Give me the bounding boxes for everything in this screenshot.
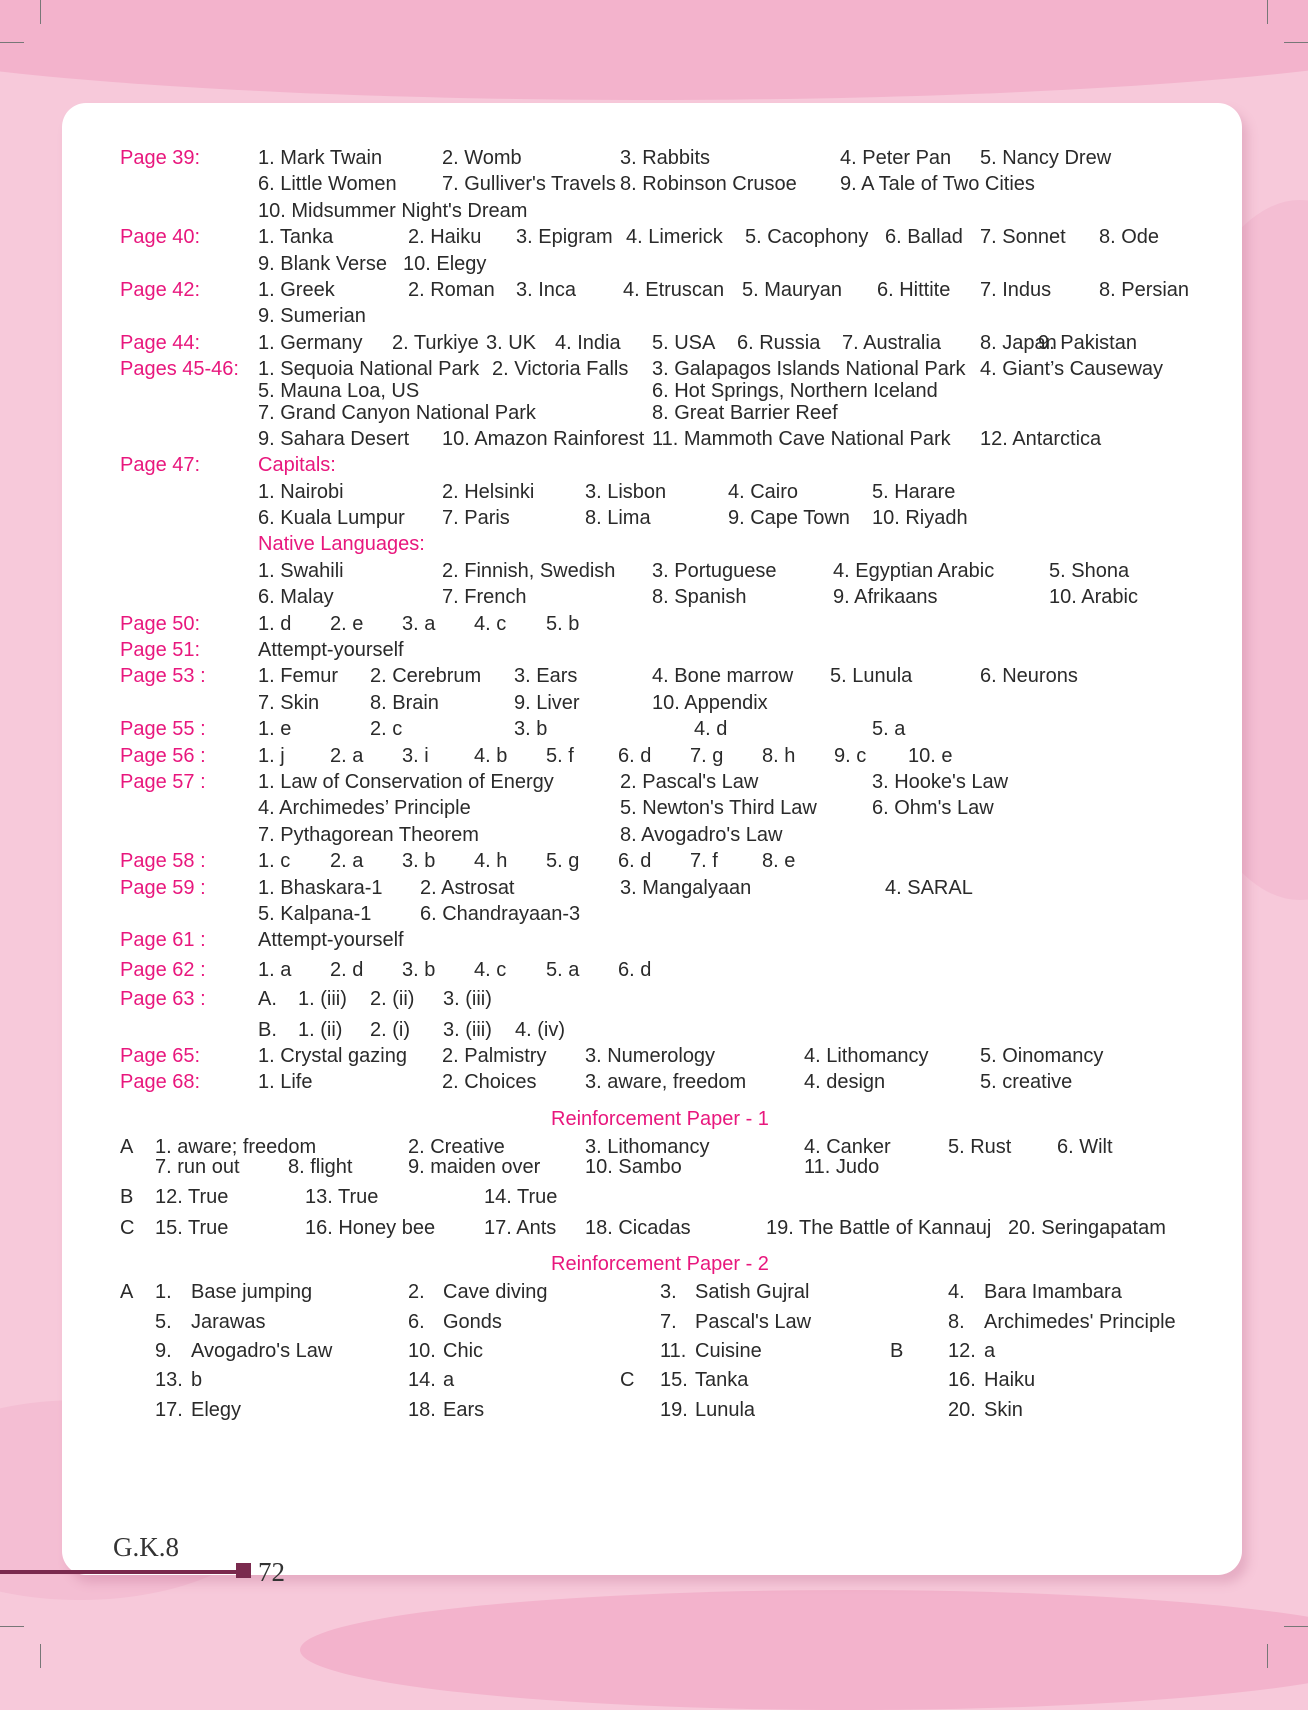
- answer-item: 5. a: [546, 958, 580, 981]
- answer-item: 6. d: [618, 850, 652, 873]
- answer-item: 6. Chandrayaan-3: [420, 902, 581, 925]
- answer-item: 4. Etruscan: [623, 278, 725, 301]
- answer-item: 3. Galapagos Islands National Park: [652, 358, 966, 381]
- answer-item: 2. Choices: [442, 1071, 537, 1094]
- answer-item: 7. Pythagorean Theorem: [258, 823, 479, 846]
- answer-item: 2. Palmistry: [442, 1044, 547, 1067]
- paper-item: 6. Wilt: [1057, 1135, 1113, 1158]
- answer-item: 5. Lunula: [830, 665, 913, 688]
- answer-item: 3. Numerology: [585, 1044, 716, 1067]
- answer-item: 9. Cape Town: [728, 507, 850, 530]
- section-label: Page 51:: [120, 639, 201, 662]
- answer-item: 9. A Tale of Two Cities: [840, 173, 1035, 196]
- section-label: Page 39:: [120, 147, 201, 169]
- answer-item: 3. (iii): [443, 988, 492, 1011]
- answer-item: 1. e: [258, 718, 292, 741]
- paper-item: 1.: [155, 1281, 172, 1304]
- answer-item: 2. (i): [370, 1018, 410, 1041]
- answer-line: [120, 171, 1200, 197]
- answer-item: 7. Grand Canyon National Park: [258, 401, 536, 424]
- section-label: Page 68:: [120, 1071, 201, 1094]
- answer-item: 3. i: [402, 744, 429, 767]
- crop-mark: [40, 0, 41, 24]
- paper-line: [120, 1184, 1200, 1210]
- answer-item: 8. Brain: [370, 691, 439, 714]
- paper-item: 1. aware; freedom: [155, 1135, 317, 1158]
- answer-line: [120, 400, 1200, 426]
- answer-line: [120, 303, 1200, 329]
- paper-line: [120, 1367, 1200, 1393]
- answer-item: 4. b: [474, 744, 508, 767]
- paper-item: Chic: [443, 1340, 484, 1363]
- answer-item: 2. (ii): [370, 988, 415, 1011]
- answer-line: [120, 1069, 1200, 1095]
- paper-item: 12.: [948, 1340, 976, 1363]
- answer-item: 6. Hittite: [877, 278, 951, 301]
- section-label: Page 56 :: [120, 744, 206, 767]
- paper-item: 18. Cicadas: [585, 1216, 691, 1239]
- paper-item: 19. The Battle of Kannauj: [766, 1216, 992, 1239]
- paper-line: [120, 1309, 1200, 1335]
- section-label: Page 40:: [120, 226, 201, 249]
- answer-item: 4. h: [474, 850, 508, 873]
- answer-item: 3. a: [402, 612, 436, 635]
- answer-item: Attempt-yourself: [258, 639, 404, 662]
- answer-item: 1. j: [258, 744, 285, 767]
- answer-item: 8. Spanish: [652, 586, 747, 609]
- answer-item: B.: [258, 1018, 277, 1041]
- answer-line: [120, 277, 1200, 303]
- paper-item: Haiku: [984, 1369, 1036, 1392]
- answer-line: [120, 957, 1200, 983]
- paper-item: 16.: [948, 1369, 976, 1392]
- answer-item: 5. Mauna Loa, US: [258, 379, 420, 402]
- answer-item: 10. Arabic: [1049, 586, 1138, 609]
- answer-line: [120, 637, 1200, 663]
- answer-item: 3. Rabbits: [620, 147, 711, 169]
- answer-item: 2. a: [330, 744, 364, 767]
- answer-item: 5. Oinomancy: [980, 1044, 1104, 1067]
- answer-item: 1. Life: [258, 1071, 313, 1094]
- paper-item: 3. Lithomancy: [585, 1135, 710, 1158]
- answer-item: 3. b: [402, 850, 436, 873]
- answer-item: 3. aware, freedom: [585, 1071, 747, 1094]
- answer-item: 4. Giant’s Causeway: [980, 358, 1164, 381]
- answer-item: 2. Finnish, Swedish: [442, 559, 616, 582]
- paper-item: 4.: [948, 1281, 965, 1304]
- answer-item: 9. c: [834, 744, 867, 767]
- answer-item: 8. Great Barrier Reef: [652, 401, 838, 424]
- answer-item: 1. Crystal gazing: [258, 1044, 407, 1067]
- answer-item: 8. Robinson Crusoe: [620, 173, 797, 196]
- answer-item: 8. Avogadro's Law: [620, 823, 783, 846]
- answer-item: 6. Hot Springs, Northern Iceland: [652, 379, 938, 402]
- paper-item: Base jumping: [191, 1281, 313, 1304]
- section-label: Page 57 :: [120, 770, 206, 793]
- background-wave: [300, 1590, 1308, 1710]
- answer-line: [120, 822, 1200, 848]
- answer-item: 9. Afrikaans: [833, 586, 938, 609]
- answer-item: 6. Russia: [737, 331, 821, 354]
- paper-item: 2. Creative: [408, 1135, 505, 1158]
- paper-item: 17.: [155, 1398, 183, 1421]
- answer-line: [120, 875, 1200, 901]
- footer-rule: [0, 1570, 238, 1574]
- answer-item: 7. French: [442, 586, 527, 609]
- reinforcement-paper-1-title: Reinforcement Paper - 1: [551, 1107, 769, 1130]
- answer-item: 1. Bhaskara-1: [258, 876, 383, 899]
- answer-item: 6. Malay: [258, 586, 334, 609]
- answer-item: 5. Shona: [1049, 559, 1130, 582]
- answer-item: 2. d: [330, 958, 364, 981]
- answer-item: A.: [258, 988, 277, 1011]
- answer-item: 4. Lithomancy: [804, 1044, 929, 1067]
- answer-item: 7. f: [690, 850, 718, 873]
- paper-item: A: [120, 1281, 134, 1304]
- answer-item: 1. Law of Conservation of Energy: [258, 770, 554, 793]
- paper-item: 4. Canker: [804, 1135, 891, 1158]
- answer-line: [120, 479, 1200, 505]
- answer-item: 5. Newton's Third Law: [620, 797, 817, 820]
- answer-item: 2. Haiku: [408, 226, 482, 249]
- answer-item: 4. Archimedes’ Principle: [258, 797, 471, 820]
- crop-mark: [1267, 0, 1268, 24]
- answer-item: 1. (ii): [298, 1018, 343, 1041]
- answer-line: [120, 145, 1200, 171]
- answer-item: 1. Mark Twain: [258, 147, 383, 169]
- answer-item: 6. Kuala Lumpur: [258, 507, 405, 530]
- paper-item: 14.: [408, 1369, 436, 1392]
- answer-line: [120, 426, 1200, 452]
- answer-item: 2. Roman: [408, 278, 495, 301]
- paper-item: 10. Sambo: [585, 1156, 682, 1179]
- paper-item: Skin: [984, 1398, 1023, 1421]
- paper-item: 11.: [660, 1340, 687, 1363]
- paper-item: 12. True: [155, 1186, 229, 1209]
- answer-item: 4. (iv): [515, 1018, 565, 1041]
- answer-section-heading: [120, 531, 1200, 557]
- answer-item: 3. Epigram: [516, 226, 613, 249]
- section-label: Page 63 :: [120, 988, 206, 1011]
- reinforcement-paper-2-title: Reinforcement Paper - 2: [551, 1253, 769, 1276]
- answer-line: [120, 795, 1200, 821]
- answer-item: 5. Cacophony: [745, 226, 869, 249]
- answer-item: 10. Amazon Rainforest: [442, 427, 645, 450]
- answer-item: 3. UK: [486, 331, 537, 354]
- answer-item: 1. Tanka: [258, 226, 334, 249]
- answer-item: 7. g: [690, 744, 724, 767]
- crop-mark: [40, 1644, 41, 1668]
- answer-item: 5. g: [546, 850, 580, 873]
- answer-line: [120, 716, 1200, 742]
- answer-item: 1. Germany: [258, 331, 363, 354]
- answer-item: 5. Kalpana-1: [258, 902, 372, 925]
- paper-item: Avogadro's Law: [191, 1340, 333, 1363]
- answer-item: 10. Appendix: [652, 691, 768, 714]
- paper-line: [120, 1279, 1200, 1305]
- subsection-heading: Native Languages:: [258, 533, 425, 556]
- answer-item: 3. (iii): [443, 1018, 492, 1041]
- paper-item: 6.: [408, 1310, 425, 1333]
- answer-item: 6. d: [618, 958, 652, 981]
- crop-mark: [1284, 1626, 1308, 1627]
- answer-item: 2. e: [330, 612, 364, 635]
- answer-line: [120, 611, 1200, 637]
- paper-item: 14. True: [484, 1186, 558, 1209]
- answer-item: 1. (iii): [298, 988, 347, 1011]
- crop-mark: [1284, 42, 1308, 43]
- paper-item: 15.: [660, 1369, 688, 1392]
- answer-item: 5. a: [872, 718, 906, 741]
- paper-item: 9.: [155, 1340, 172, 1363]
- answer-item: 2. a: [330, 850, 364, 873]
- paper-item: Ears: [443, 1398, 485, 1421]
- paper-item: B: [120, 1186, 134, 1209]
- answer-item: 8. e: [762, 850, 796, 873]
- paper-item: C: [620, 1369, 635, 1392]
- section-label: Page 53 :: [120, 665, 206, 688]
- paper-item: 20. Seringapatam: [1008, 1216, 1166, 1239]
- paper-item: a: [984, 1340, 996, 1363]
- answer-item: 1. Nairobi: [258, 480, 344, 503]
- answer-item: 5. f: [546, 744, 574, 767]
- paper-item: 7. run out: [155, 1156, 240, 1179]
- answer-item: 2. Victoria Falls: [492, 358, 629, 381]
- answer-key: [120, 145, 1200, 1423]
- section-label: Page 65:: [120, 1044, 201, 1067]
- answer-item: 6. d: [618, 744, 652, 767]
- subsection-heading: Capitals:: [258, 454, 336, 477]
- paper-item: 13. True: [305, 1186, 379, 1209]
- answer-item: 8. Ode: [1099, 226, 1160, 249]
- crop-mark: [1267, 1644, 1268, 1668]
- answer-item: 8. Japan: [980, 331, 1057, 354]
- answer-item: 9. Sumerian: [258, 305, 366, 328]
- answer-item: 6. Ballad: [885, 226, 963, 249]
- answer-item: 5. Harare: [872, 480, 956, 503]
- answer-item: 3. Hooke's Law: [872, 770, 1009, 793]
- answer-item: 10. e: [908, 744, 953, 767]
- section-label: Page 47:: [120, 454, 201, 477]
- answer-item: 1. a: [258, 958, 292, 981]
- section-label: Page 42:: [120, 278, 201, 301]
- answer-item: 3. Inca: [516, 278, 577, 301]
- paper-item: 10.: [408, 1340, 436, 1363]
- section-label: Page 62 :: [120, 958, 206, 981]
- paper-line: [120, 1154, 1200, 1180]
- paper-item: 19.: [660, 1398, 688, 1421]
- answer-item: Attempt-yourself: [258, 929, 404, 952]
- paper-item: Tanka: [695, 1369, 749, 1392]
- background-wave: [0, 0, 1308, 100]
- paper-item: a: [443, 1369, 455, 1392]
- book-title: G.K.8: [113, 1532, 179, 1562]
- answer-item: 9. Sahara Desert: [258, 427, 410, 450]
- answer-line: [120, 901, 1200, 927]
- answer-item: 9. Pakistan: [1038, 331, 1137, 354]
- answer-line: [120, 743, 1200, 769]
- answer-item: 4. Egyptian Arabic: [833, 559, 995, 582]
- paper-line: [120, 1215, 1200, 1241]
- answer-line: [120, 224, 1200, 250]
- answer-line: [120, 769, 1200, 795]
- answer-item: 3. Portuguese: [652, 559, 777, 582]
- answer-item: 7. Indus: [980, 278, 1052, 301]
- answer-item: 4. Peter Pan: [840, 147, 952, 169]
- paper-item: Gonds: [443, 1310, 502, 1333]
- page-number: 72: [258, 1557, 285, 1587]
- answer-item: 2. Pascal's Law: [620, 770, 759, 793]
- answer-item: 5. USA: [652, 331, 716, 354]
- answer-item: 8. Persian: [1099, 278, 1190, 301]
- answer-item: 9. Liver: [514, 691, 580, 714]
- answer-item: 1. c: [258, 850, 291, 873]
- paper-item: 8.: [948, 1310, 965, 1333]
- answer-line: [120, 848, 1200, 874]
- paper-item: b: [191, 1369, 203, 1392]
- paper-item: Archimedes' Principle: [984, 1310, 1176, 1333]
- answer-item: 1. Greek: [258, 278, 335, 301]
- answer-line: [120, 690, 1200, 716]
- paper-item: B: [890, 1340, 904, 1363]
- paper-item: 17. Ants: [484, 1216, 557, 1239]
- paper-item: C: [120, 1216, 135, 1239]
- paper-item: 2.: [408, 1281, 425, 1304]
- answer-item: 7. Australia: [842, 331, 941, 354]
- answer-item: 5. creative: [980, 1071, 1073, 1094]
- answer-item: 2. Cerebrum: [370, 665, 482, 688]
- paper-item: A: [120, 1135, 134, 1158]
- answer-item: 2. Astrosat: [420, 876, 515, 899]
- section-label: Page 44:: [120, 331, 201, 354]
- paper-item: 18.: [408, 1398, 436, 1421]
- crop-mark: [0, 42, 24, 43]
- answer-line: [120, 663, 1200, 689]
- answer-line: [120, 584, 1200, 610]
- answer-item: 4. Cairo: [728, 480, 799, 503]
- section-label: Pages 45-46:: [120, 358, 239, 381]
- answer-item: 5. b: [546, 612, 580, 635]
- paper-item: Cave diving: [443, 1281, 548, 1304]
- answer-line: [120, 330, 1200, 356]
- answer-item: 2. Womb: [442, 147, 522, 169]
- paper-item: 16. Honey bee: [305, 1216, 436, 1239]
- paper-item: 3.: [660, 1281, 677, 1304]
- paper-line: [120, 1397, 1200, 1423]
- answer-line: [120, 986, 1200, 1012]
- paper-item: 7.: [660, 1310, 677, 1333]
- answer-item: 4. SARAL: [885, 876, 973, 899]
- answer-section-heading: [120, 452, 1200, 478]
- paper-item: Elegy: [191, 1398, 242, 1421]
- answer-item: 9. Blank Verse: [258, 252, 387, 275]
- paper-item: Cuisine: [695, 1340, 762, 1363]
- answer-item: 7. Paris: [442, 507, 510, 530]
- answer-item: 5. Mauryan: [742, 278, 843, 301]
- paper-item: 20.: [948, 1398, 976, 1421]
- answer-item: 3. b: [402, 958, 436, 981]
- answer-item: 2. Turkiye: [392, 331, 479, 354]
- answer-item: 7. Gulliver's Travels: [442, 173, 616, 196]
- answer-item: 1. Swahili: [258, 559, 344, 582]
- answer-item: 3. b: [514, 718, 548, 741]
- section-label: Page 55 :: [120, 718, 206, 741]
- answer-line: [120, 558, 1200, 584]
- answer-item: 4. India: [555, 331, 621, 354]
- section-label: Page 59 :: [120, 876, 206, 899]
- answer-item: 1. d: [258, 612, 292, 635]
- answer-item: 8. Lima: [585, 507, 651, 530]
- answer-item: 1. Sequoia National Park: [258, 358, 480, 381]
- answer-item: 4. d: [694, 718, 728, 741]
- paper-item: 15. True: [155, 1216, 229, 1239]
- answer-item: 6. Ohm's Law: [872, 797, 994, 820]
- paper-item: Satish Gujral: [695, 1281, 810, 1304]
- answer-item: 1. Femur: [258, 665, 339, 688]
- answer-item: 3. Ears: [514, 665, 578, 688]
- section-label: Page 61 :: [120, 929, 206, 952]
- answer-item: 7. Sonnet: [980, 226, 1066, 249]
- answer-item: 10. Riyadh: [872, 507, 968, 530]
- answer-item: 11. Mammoth Cave National Park: [652, 427, 951, 450]
- answer-item: 4. c: [474, 958, 507, 981]
- answer-line: [120, 927, 1200, 953]
- paper-line: [120, 1338, 1200, 1364]
- answer-item: 12. Antarctica: [980, 427, 1102, 450]
- paper-item: Jarawas: [191, 1310, 266, 1333]
- answer-item: 6. Neurons: [980, 665, 1078, 688]
- answer-item: 10. Midsummer Night's Dream: [258, 199, 528, 222]
- answer-item: 4. c: [474, 612, 507, 635]
- answer-line: [120, 378, 1200, 400]
- answer-item: 4. design: [804, 1071, 886, 1094]
- answer-item: 6. Little Women: [258, 173, 397, 196]
- answer-item: 8. h: [762, 744, 796, 767]
- paper-item: 5. Rust: [948, 1135, 1012, 1158]
- answer-item: 4. Bone marrow: [652, 665, 794, 688]
- answer-line: [120, 198, 1200, 224]
- answer-item: 2. c: [370, 718, 403, 741]
- answer-item: 4. Limerick: [626, 226, 723, 249]
- paper-item: 9. maiden over: [408, 1156, 541, 1179]
- paper-item: 11. Judo: [804, 1156, 880, 1179]
- answer-item: 2. Helsinki: [442, 480, 535, 503]
- footer-square: [236, 1563, 251, 1578]
- answer-line: [120, 1017, 1200, 1043]
- crop-mark: [0, 1626, 24, 1627]
- paper-item: Lunula: [695, 1398, 756, 1421]
- paper-item: 13.: [155, 1369, 183, 1392]
- answer-item: 5. Nancy Drew: [980, 147, 1112, 169]
- answer-line: [120, 1043, 1200, 1069]
- paper-item: Bara Imambara: [984, 1281, 1122, 1304]
- answer-item: 10. Elegy: [403, 252, 487, 275]
- answer-line: [120, 251, 1200, 277]
- paper-item: Pascal's Law: [695, 1310, 812, 1333]
- answer-item: 3. Lisbon: [585, 480, 667, 503]
- paper-item: 8. flight: [288, 1156, 353, 1179]
- section-label: Page 50:: [120, 612, 201, 635]
- paper-item: 5.: [155, 1310, 172, 1333]
- section-label: Page 58 :: [120, 850, 206, 873]
- answer-line: [120, 505, 1200, 531]
- answer-item: 7. Skin: [258, 691, 320, 714]
- answer-item: 3. Mangalyaan: [620, 876, 752, 899]
